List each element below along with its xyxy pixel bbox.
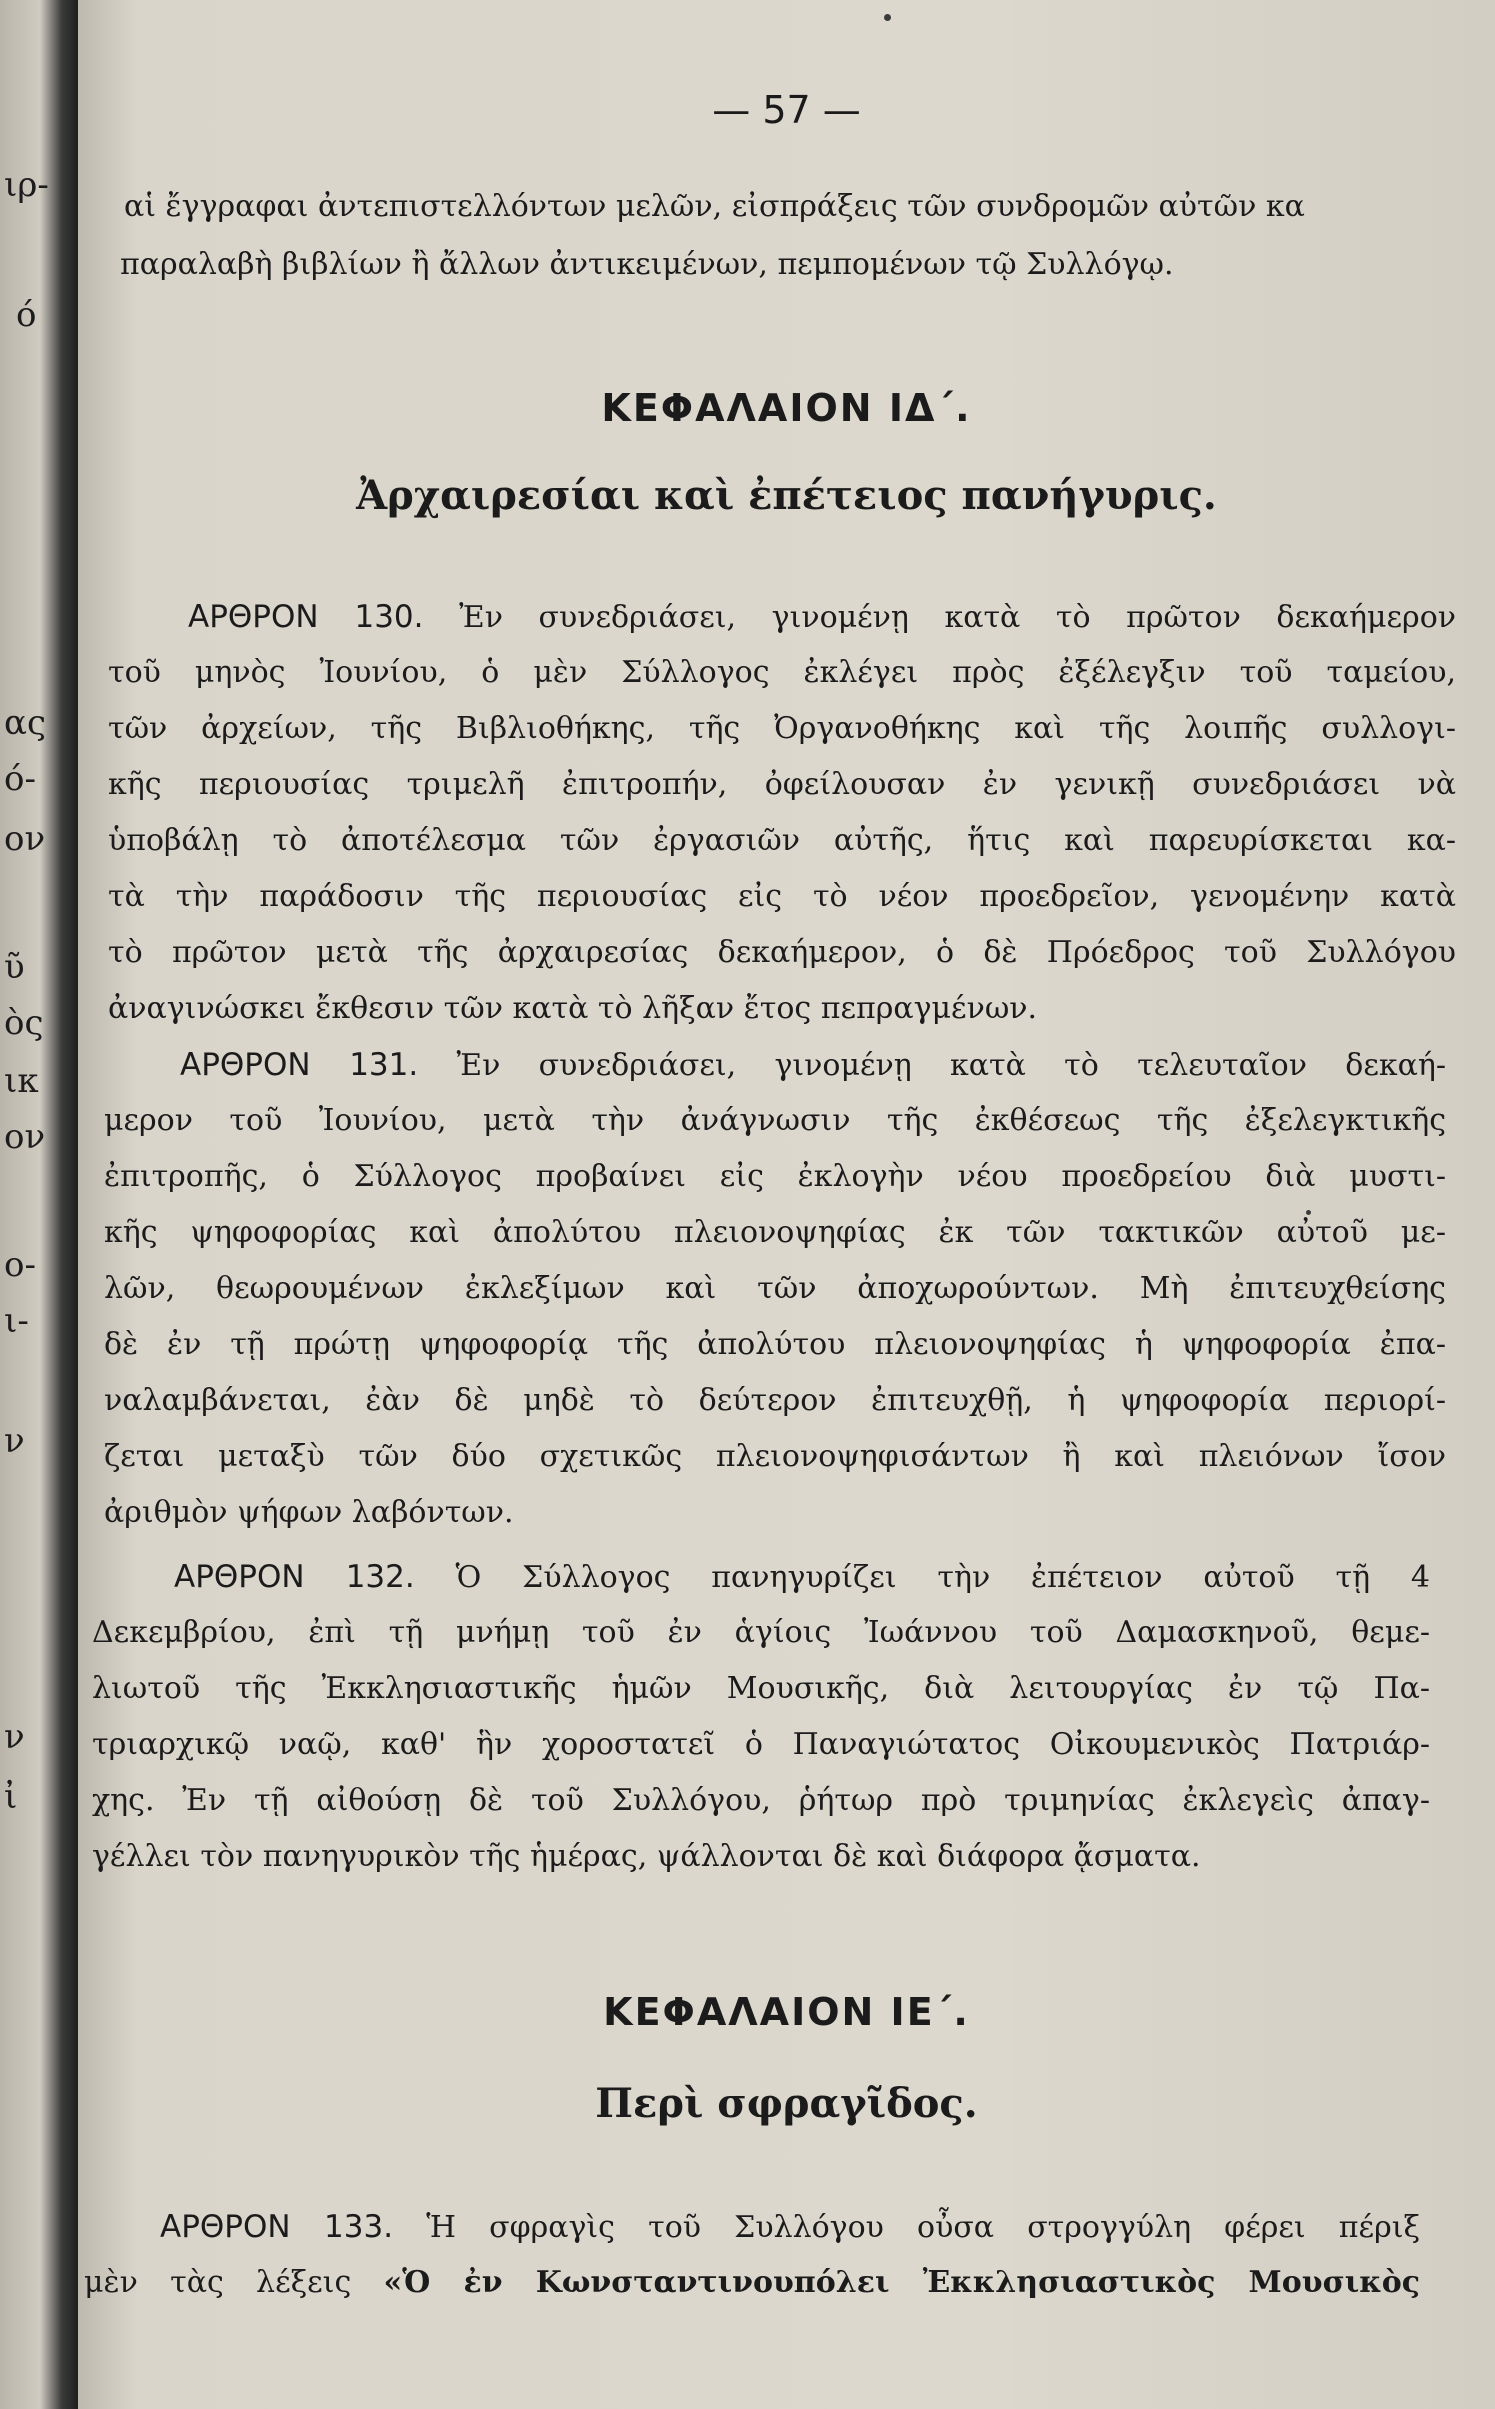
previous-page-margin [0,0,60,2409]
article-label: ΑΡΘΡΟΝ 130. [188,599,424,635]
article-line: μερον τοῦ Ἰουνίου, μετὰ τὴν ἀνάγνωσιν τῆς ἐκθέσεως τῆς ἐξελεγκτικῆς [104,1103,1446,1138]
article-first-line [160,2210,1420,2246]
article-last-line: γέλλει τὸν πανηγυρικὸν τῆς ἡμέρας, ψάλλονται δὲ καὶ διάφορα ᾄσματα. [92,1839,1201,1874]
page-number: — 57 — [712,88,861,132]
article-line [84,2266,1420,2301]
article-line: ζεται μεταξὺ τῶν δύο σχετικῶς πλειονοψηφισάντων ἢ καὶ πλειόνων ἴσον [104,1439,1446,1474]
prev-page-fragment: ό [16,295,37,335]
article-text: Ἐν συνεδριάσει, γινομένῃ κατὰ τὸ πρῶτον δεκαήμερον [459,600,1456,635]
article-line: λιωτοῦ τῆς Ἐκκλησιαστικῆς ἡμῶν Μουσικῆς, διὰ λειτουργίας ἐν τῷ Πα- [92,1671,1430,1706]
article-line: κῆς ψηφοφορίας καὶ ἀπολύτου πλειονοψηφίας ἐκ τῶν τακτικῶν αὐτοῦ με- [104,1215,1446,1250]
prev-page-fragment: ἰ [4,1777,18,1817]
article-label: ΑΡΘΡΟΝ 132. [174,1559,415,1595]
article-last-line: ἀναγινώσκει ἔκθεσιν τῶν κατὰ τὸ λῆξαν ἔτος πεπραγμένων. [108,991,1038,1026]
article-text: Ἡ σφραγὶς τοῦ Συλλόγου οὖσα στρογγύλη φέρει πέριξ [426,2210,1420,2245]
prev-page-fragment: ικ [4,1061,39,1101]
article-line: ὑποβάλῃ τὸ ἀποτέλεσμα τῶν ἐργασιῶν αὐτῆς, ἥτις καὶ παρευρίσκεται κα- [108,823,1456,858]
prev-page-fragment: ας [4,703,47,743]
prev-page-fragment: ν [4,1421,25,1461]
seal-inscription: «Ὁ ἐν Κωνσταντινουπόλει Ἐκκλησιαστικὸς Μουσικὸς [383,2265,1420,2300]
article-line: Δεκεμβρίου, ἐπὶ τῇ μνήμῃ τοῦ ἐν ἁγίοις Ἰωάννου τοῦ Δαμασκηνοῦ, θεμε- [92,1615,1430,1650]
chapter-subheading: Ἀρχαιρεσίαι καὶ ἐπέτειος πανήγυρις. [356,472,1217,519]
article-line: τὸ πρῶτον μετὰ τῆς ἀρχαιρεσίας δεκαήμερον, ὁ δὲ Πρόεδρος τοῦ Συλλόγου [108,935,1456,970]
intro-line: αἱ ἔγγραφαι ἀντεπιστελλόντων μελῶν, εἰσπράξεις τῶν συνδρομῶν αὐτῶν κα [124,189,1305,224]
article-line: τῶν ἀρχείων, τῆς Βιβλιοθήκης, τῆς Ὀργανοθήκης καὶ τῆς λοιπῆς συλλογι- [108,711,1456,746]
article-first-line [188,600,1456,636]
article-first-line [174,1560,1430,1596]
article-last-line: ἀριθμὸν ψήφων λαβόντων. [104,1495,514,1530]
chapter-heading: ΚΕΦΑΛΑΙΟΝ ΙΕ΄. [603,1990,970,2034]
prev-page-fragment: ὸς [4,1003,44,1043]
article-line: τριαρχικῷ ναῷ, καθ' ἣν χοροστατεῖ ὁ Παναγιώτατος Οἰκουμενικὸς Πατριάρ- [92,1727,1430,1762]
article-line: χης. Ἐν τῇ αἰθούσῃ δὲ τοῦ Συλλόγου, ῥήτωρ πρὸ τριμηνίας ἐκλεγεὶς ἀπαγ- [92,1783,1430,1818]
article-text: Ἐν συνεδριάσει, γινομένῃ κατὰ τὸ τελευταῖον δεκαή- [456,1048,1446,1083]
prev-page-fragment: ῦ [4,947,25,987]
article-line: κῆς περιουσίας τριμελῆ ἐπιτροπήν, ὀφείλουσαν ἐν γενικῇ συνεδριάσει νὰ [108,767,1456,802]
scan-speck [884,14,891,21]
prev-page-fragment: ον [4,1117,46,1157]
article-line: λῶν, θεωρουμένων ἐκλεξίμων καὶ τῶν ἀποχωρούντων. Μὴ ἐπιτευχθείσης [104,1271,1446,1306]
prev-page-fragment: ό- [4,759,36,799]
intro-line: παραλαβὴ βιβλίων ἢ ἄλλων ἀντικειμένων, πεμπομένων τῷ Συλλόγῳ. [120,247,1174,282]
prev-page-fragment: ιρ- [4,165,49,205]
prev-page-fragment: ι- [4,1301,29,1341]
article-label: ΑΡΘΡΟΝ 131. [180,1047,419,1083]
article-line: ἐπιτροπῆς, ὁ Σύλλογος προβαίνει εἰς ἐκλογὴν νέου προεδρείου διὰ μυστι- [104,1159,1446,1194]
chapter-heading: ΚΕΦΑΛΑΙΟΝ ΙΔ΄. [601,386,972,430]
prev-page-fragment: ο- [4,1245,36,1285]
prev-page-fragment: ν [4,1717,25,1757]
prev-page-fragment: ον [4,819,46,859]
article-label: ΑΡΘΡΟΝ 133. [160,2209,394,2245]
article-line: ναλαμβάνεται, ἐὰν δὲ μηδὲ τὸ δεύτερον ἐπιτευχθῇ, ἡ ψηφοφορία περιορί- [104,1383,1446,1418]
article-line: δὲ ἐν τῇ πρώτῃ ψηφοφορίᾳ τῆς ἀπολύτου πλειονοψηφίας ἡ ψηφοφορία ἐπα- [104,1327,1446,1362]
scan-speck [1306,1210,1311,1215]
chapter-subheading: Περὶ σφραγῖδος. [595,2080,978,2127]
book-page [78,0,1495,2409]
article-line: τὰ τὴν παράδοσιν τῆς περιουσίας εἰς τὸ νέον προεδρεῖον, γενομένην κατὰ [108,879,1456,914]
article-line: τοῦ μηνὸς Ἰουνίου, ὁ μὲν Σύλλογος ἐκλέγει πρὸς ἐξέλεγξιν τοῦ ταμείου, [108,655,1456,690]
article-first-line [180,1048,1446,1084]
article-text: μὲν τὰς λέξεις [84,2265,352,2300]
article-text: Ὁ Σύλλογος πανηγυρίζει τὴν ἐπέτειον αὐτοῦ τῇ 4 [455,1560,1430,1595]
